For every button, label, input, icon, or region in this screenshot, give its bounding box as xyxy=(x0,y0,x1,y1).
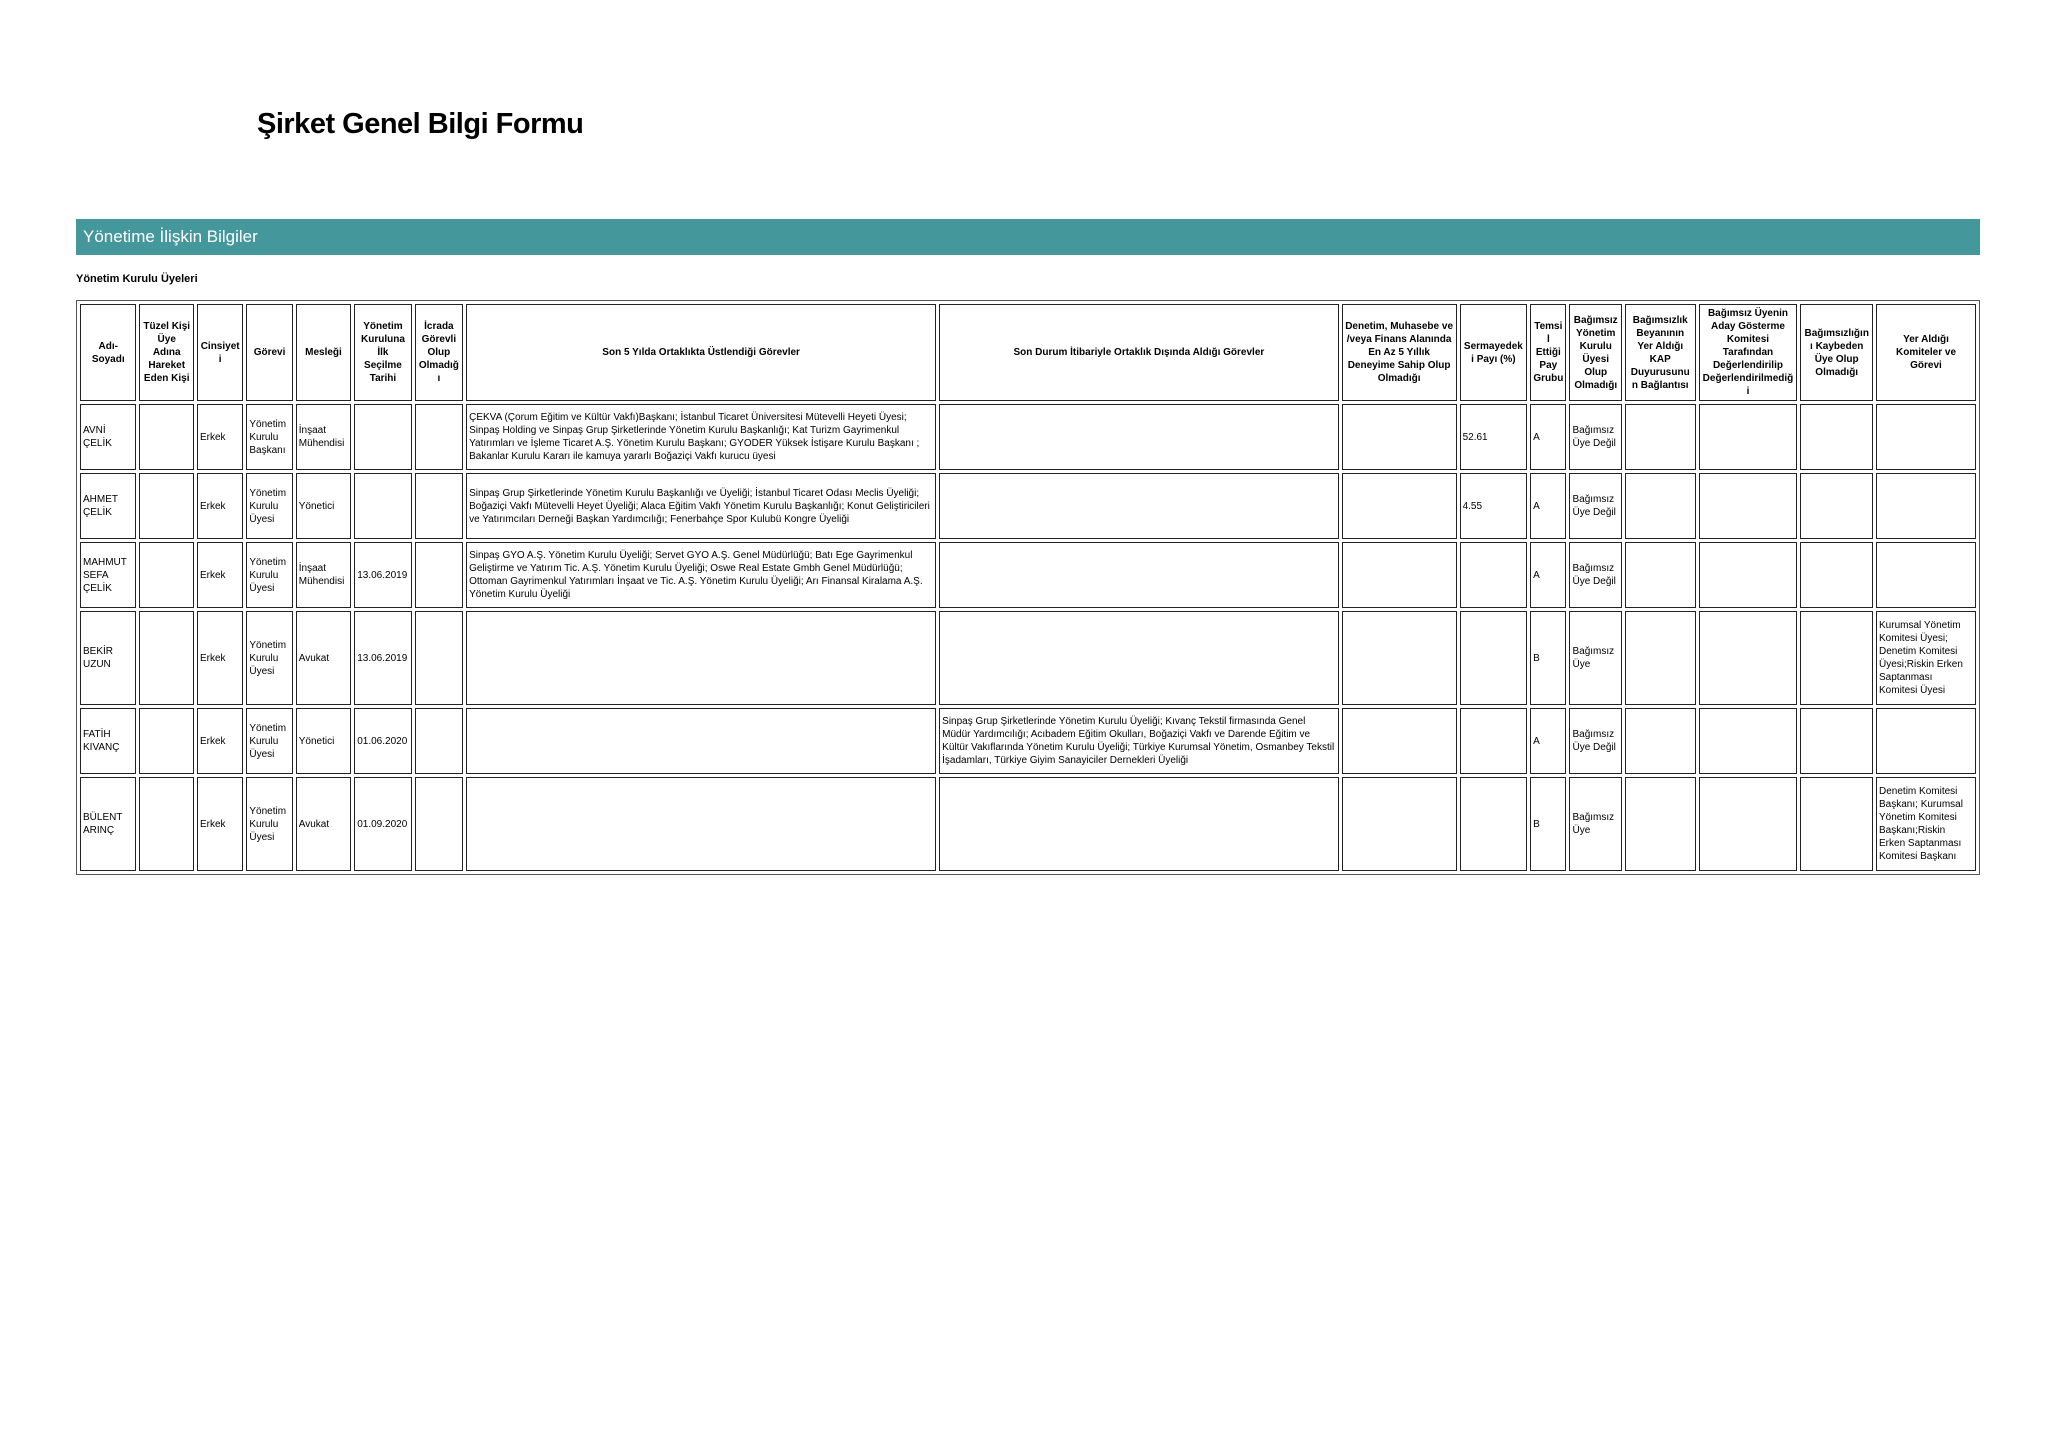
table-cell: 01.06.2020 xyxy=(354,708,411,774)
table-cell: BEKİR UZUN xyxy=(80,611,136,705)
board-members-table xyxy=(76,300,1980,875)
table-cell: Avukat xyxy=(296,777,351,871)
table-cell xyxy=(1460,542,1528,608)
table-cell xyxy=(139,404,193,470)
table-cell xyxy=(1342,611,1457,705)
table-cell xyxy=(1625,708,1696,774)
table-cell xyxy=(1342,473,1457,539)
table-cell: A xyxy=(1530,542,1566,608)
table-cell: Yönetim Kurulu Üyesi xyxy=(246,611,292,705)
table-cell: A xyxy=(1530,708,1566,774)
table-row xyxy=(80,473,1976,539)
table-cell xyxy=(1625,611,1696,705)
table-cell xyxy=(939,542,1338,608)
table-cell: İnşaat Mühendisi xyxy=(296,404,351,470)
table-cell xyxy=(1800,473,1873,539)
table-cell xyxy=(1699,473,1798,539)
table-cell xyxy=(939,611,1338,705)
table-cell: Yönetim Kurulu Üyesi xyxy=(246,473,292,539)
table-cell: Erkek xyxy=(197,473,243,539)
table-cell: Bağımsız Üye xyxy=(1569,777,1621,871)
table-cell: Bağımsız Üye Değil xyxy=(1569,708,1621,774)
column-header: Son 5 Yılda Ortaklıkta Üstlendiği Görevler xyxy=(466,304,936,401)
table-cell xyxy=(1876,404,1976,470)
table-cell: 01.09.2020 xyxy=(354,777,411,871)
column-header: Denetim, Muhasebe ve /veya Finans Alanında En Az 5 Yıllık Deneyime Sahip Olup Olmadığı xyxy=(1342,304,1457,401)
table-cell xyxy=(1342,404,1457,470)
table-cell: Bağımsız Üye xyxy=(1569,611,1621,705)
table-cell: Yönetim Kurulu Üyesi xyxy=(246,777,292,871)
table-cell: Erkek xyxy=(197,708,243,774)
column-header: Bağımsız Üyenin Aday Gösterme Komitesi Tarafından Değerlendirilip Değerlendirilmediği xyxy=(1699,304,1798,401)
column-header: Görevi xyxy=(246,304,292,401)
table-cell: AHMET ÇELİK xyxy=(80,473,136,539)
column-header: Son Durum İtibariyle Ortaklık Dışında Aldığı Görevler xyxy=(939,304,1338,401)
table-cell xyxy=(415,473,463,539)
table-cell xyxy=(939,473,1338,539)
table-cell xyxy=(139,611,193,705)
table-cell xyxy=(139,542,193,608)
table-cell xyxy=(1800,777,1873,871)
table-cell: Denetim Komitesi Başkanı; Kurumsal Yönetim Komitesi Başkanı;Riskin Erken Saptanması Komitesi Başkanı xyxy=(1876,777,1976,871)
table-cell xyxy=(415,777,463,871)
table-cell xyxy=(1800,404,1873,470)
table-cell: Sinpaş Grup Şirketlerinde Yönetim Kurulu Başkanlığı ve Üyeliği; İstanbul Ticaret Odası Meclis Üyeliği; Boğaziçi Vakfı Mütevelli Heyet Üyeliği; Alaca Eğitim Vakfı Yönetim Kurulu Başkanlığı; Konut Geliştiricileri ve Yatırımcıları Derneği Başkan Yardımcılığı; Fenerbahçe Spor Kulubü Kongre Üyeliği xyxy=(466,473,936,539)
table-cell xyxy=(1699,708,1798,774)
table-cell: Avukat xyxy=(296,611,351,705)
table-cell: 4.55 xyxy=(1460,473,1528,539)
column-header: Yer Aldığı Komiteler ve Görevi xyxy=(1876,304,1976,401)
table-cell: İnşaat Mühendisi xyxy=(296,542,351,608)
table-cell: Sinpaş GYO A.Ş. Yönetim Kurulu Üyeliği; Servet GYO A.Ş. Genel Müdürlüğü; Batı Ege Gayrimenkul Geliştirme ve Yatırım Tic. A.Ş. Yönetim Kurulu Üyeliği; Oswe Real Estate Gmbh Genel Müdürlüğü; Ottoman Gayrimenkul Yatırımları İnşaat ve Tic. A.Ş. Yönetim Kurulu Üyeliği; Arı Finansal Kiralama A.Ş. Yönetim Kurulu Üyeliği xyxy=(466,542,936,608)
table-cell xyxy=(354,473,411,539)
table-cell: A xyxy=(1530,404,1566,470)
column-header: Bağımsızlığını Kaybeden Üye Olup Olmadığı xyxy=(1800,304,1873,401)
section-header-bar: Yönetime İlişkin Bilgiler xyxy=(76,219,1980,255)
table-cell: Yönetim Kurulu Üyesi xyxy=(246,708,292,774)
column-header: Bağımsızlık Beyanının Yer Aldığı KAP Duyurusunun Bağlantısı xyxy=(1625,304,1696,401)
table-cell: FATİH KIVANÇ xyxy=(80,708,136,774)
table-cell: Erkek xyxy=(197,777,243,871)
table-cell xyxy=(1876,473,1976,539)
table-cell: 13.06.2019 xyxy=(354,542,411,608)
page-title: Şirket Genel Bilgi Formu xyxy=(257,108,584,140)
table-cell xyxy=(1460,708,1528,774)
table-cell xyxy=(1625,542,1696,608)
table-cell xyxy=(415,404,463,470)
table-cell: Bağımsız Üye Değil xyxy=(1569,473,1621,539)
table-cell xyxy=(354,404,411,470)
table-row xyxy=(80,611,1976,705)
table-cell xyxy=(139,708,193,774)
table-cell xyxy=(939,777,1338,871)
table-cell xyxy=(1699,611,1798,705)
table-cell: Yönetim Kurulu Üyesi xyxy=(246,542,292,608)
table-cell xyxy=(1699,542,1798,608)
column-header: Bağımsız Yönetim Kurulu Üyesi Olup Olmadığı xyxy=(1569,304,1621,401)
column-header: Sermayedeki Payı (%) xyxy=(1460,304,1528,401)
column-header: Yönetim Kuruluna İlk Seçilme Tarihi xyxy=(354,304,411,401)
table-cell: 13.06.2019 xyxy=(354,611,411,705)
table-cell: Sinpaş Grup Şirketlerinde Yönetim Kurulu Üyeliği; Kıvanç Tekstil firmasında Genel Müdür Yardımcılığı; Acıbadem Eğitim Okulları, Boğaziçi Vakfı ve Darende Eğitim ve Kültür Vakıflarında Yönetim Kurulu Üyeliği; Türkiye Kurumsal Yönetim, Osmanbey Tekstil İşadamları, Türkiye Giyim Sanayiciler Dernekleri Üyeliği xyxy=(939,708,1338,774)
column-header: Temsil Ettiği Pay Grubu xyxy=(1530,304,1566,401)
table-cell: Kurumsal Yönetim Komitesi Üyesi; Denetim Komitesi Üyesi;Riskin Erken Saptanması Komitesi Üyesi xyxy=(1876,611,1976,705)
table-cell xyxy=(1342,708,1457,774)
table-cell xyxy=(1699,404,1798,470)
table-cell: Yönetici xyxy=(296,708,351,774)
table-cell: Erkek xyxy=(197,404,243,470)
table-cell xyxy=(415,542,463,608)
table-row xyxy=(80,708,1976,774)
table-cell xyxy=(1800,542,1873,608)
column-header: Tüzel Kişi Üye Adına Hareket Eden Kişi xyxy=(139,304,193,401)
table-cell xyxy=(466,708,936,774)
table-cell xyxy=(415,708,463,774)
table-cell xyxy=(415,611,463,705)
table-cell xyxy=(466,611,936,705)
table-cell: AVNİ ÇELİK xyxy=(80,404,136,470)
table-cell: Erkek xyxy=(197,611,243,705)
table-header-row xyxy=(80,304,1976,401)
column-header: Cinsiyeti xyxy=(197,304,243,401)
table-cell xyxy=(1625,404,1696,470)
table-cell xyxy=(1625,777,1696,871)
table-row xyxy=(80,404,1976,470)
table-cell: 52.61 xyxy=(1460,404,1528,470)
table-row xyxy=(80,542,1976,608)
table-cell: Yönetim Kurulu Başkanı xyxy=(246,404,292,470)
table-cell xyxy=(1625,473,1696,539)
column-header: Adı-Soyadı xyxy=(80,304,136,401)
table-cell xyxy=(1699,777,1798,871)
table-cell xyxy=(1460,777,1528,871)
column-header: İcrada Görevli Olup Olmadığı xyxy=(415,304,463,401)
table-cell: B xyxy=(1530,611,1566,705)
table-cell xyxy=(1342,542,1457,608)
table-cell: ÇEKVA (Çorum Eğitim ve Kültür Vakfı)Başkanı; İstanbul Ticaret Üniversitesi Mütevelli Heyeti Üyesi; Sinpaş Holding ve Sinpaş Grup Şirketlerinde Yönetim Kurulu Başkanlığı; Kat Turizm Gayrimenkul Yatırımları ve İşleme Ticaret A.Ş. Yönetim Kurulu Başkanı; GYODER Yüksek İstişare Kurulu Başkanı ; Bakanlar Kurulu Kararı ile kamuya yararlı Boğaziçi Vakfı kurucu üyesi xyxy=(466,404,936,470)
table-cell xyxy=(1876,542,1976,608)
table-cell: A xyxy=(1530,473,1566,539)
table-cell: Bağımsız Üye Değil xyxy=(1569,542,1621,608)
table-cell xyxy=(1876,708,1976,774)
table-cell xyxy=(1800,708,1873,774)
table-cell: MAHMUT SEFA ÇELİK xyxy=(80,542,136,608)
table-cell: BÜLENT ARINÇ xyxy=(80,777,136,871)
table-cell: Yönetici xyxy=(296,473,351,539)
table-cell: Bağımsız Üye Değil xyxy=(1569,404,1621,470)
table-cell xyxy=(139,777,193,871)
table-cell xyxy=(466,777,936,871)
table-cell xyxy=(1460,611,1528,705)
subsection-title: Yönetim Kurulu Üyeleri xyxy=(76,273,198,285)
table-cell xyxy=(1800,611,1873,705)
table-cell xyxy=(939,404,1338,470)
table-cell: B xyxy=(1530,777,1566,871)
table-cell: Erkek xyxy=(197,542,243,608)
table-row xyxy=(80,777,1976,871)
table-cell xyxy=(139,473,193,539)
table-cell xyxy=(1342,777,1457,871)
column-header: Mesleği xyxy=(296,304,351,401)
